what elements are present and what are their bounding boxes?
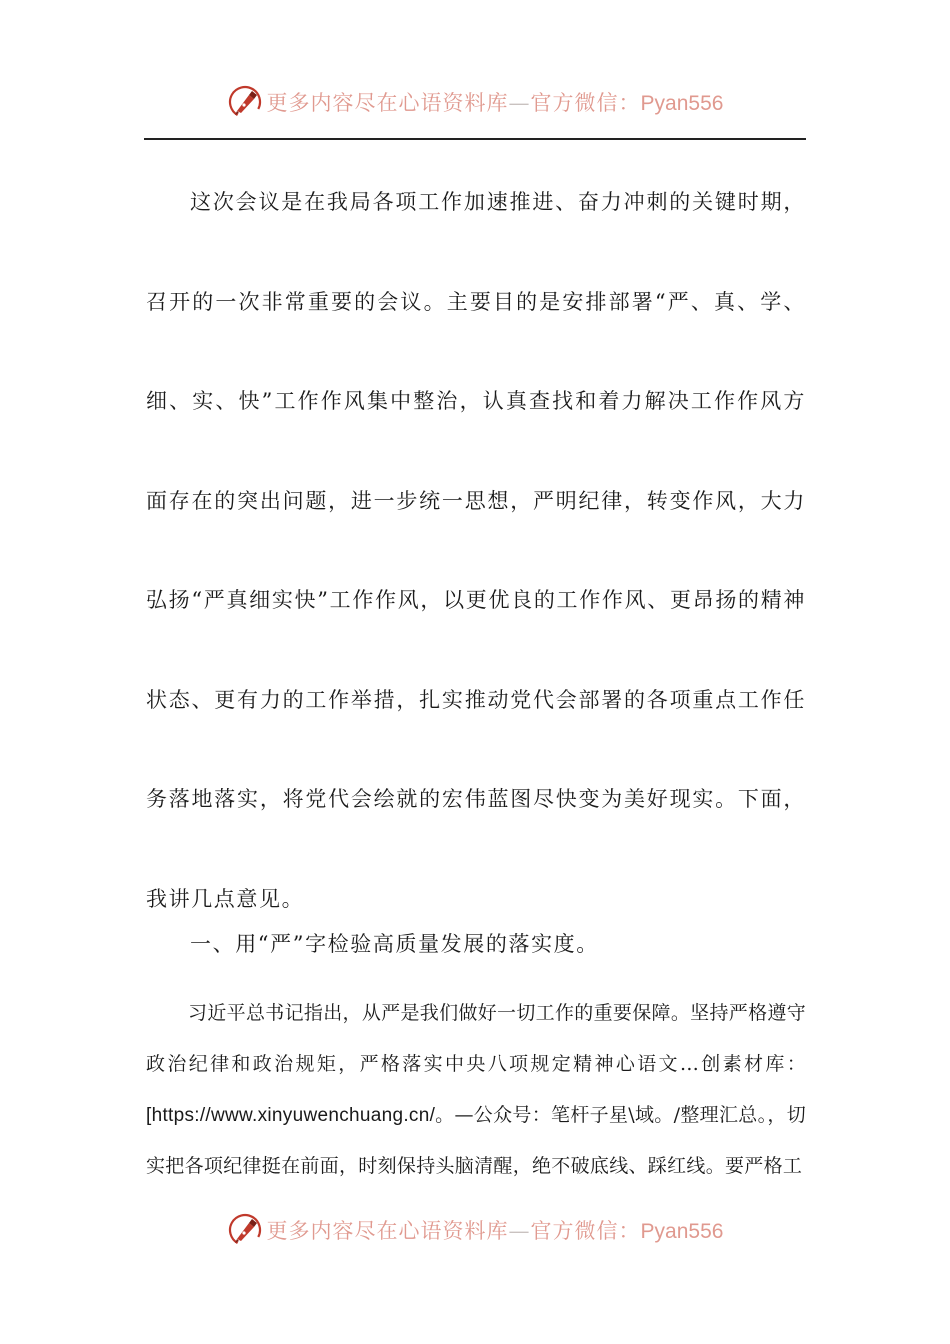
- section-heading-1: 一、用“严”字检验高质量发展的落实度。: [190, 932, 599, 956]
- watermark-text: [267, 1215, 724, 1245]
- paragraph-section-1: [146, 988, 806, 1192]
- paragraph-section-1-url: [https://www.xinyuwenchuang.cn/: [146, 1105, 436, 1126]
- watermark-wechat-label: 官方微信：: [530, 91, 641, 115]
- watermark-wechat-label: 官方微信：: [530, 1219, 641, 1243]
- header-watermark: [0, 80, 950, 124]
- watermark-wechat-id: Pyan556: [640, 92, 724, 115]
- paragraph-section-1-text-b: 。—公众号：笔杆子星\域。/整理汇总。，切实把各项纪律挺在前面，时刻保持头脑清醒，绝不破底线、踩红线。要严格工: [146, 1104, 806, 1177]
- paragraph-intro: 这次会议是在我局各项工作加速推进、奋力冲刺的关键时期，召开的一次非常重要的会议。主要目的是安排部署“严、真、学、细、实、快”工作作风集中整治，认真查找和着力解决工作作风方面存在的突出问题，进一步统一思想，严明纪律，转变作风，大力弘扬“严真细实快”工作作风，以更优良的工作作风、更昂扬的精神状态、更有力的工作举措，扎实推动党代会部署的各项重点工作任务落地落实，将党代会绘就的宏伟蓝图尽快变为美好现实。下面，我讲几点意见。: [146, 190, 806, 911]
- watermark-separator: —: [508, 91, 531, 115]
- watermark-separator: —: [508, 1219, 531, 1243]
- header-divider: [144, 138, 806, 140]
- footer-watermark: [0, 1208, 950, 1252]
- pen-nib-icon: [227, 1212, 263, 1248]
- pen-nib-icon: [227, 84, 263, 120]
- watermark-wechat-id: Pyan556: [640, 1220, 724, 1243]
- watermark-site-name: 更多内容尽在心语资料库: [266, 1219, 509, 1243]
- paragraph-section-1-text-a: 习近平总书记指出，从严是我们做好一切工作的重要保障。坚持严格遵守政治纪律和政治规矩，严格落实中央八项规定精神心语文…创素材库：: [146, 1002, 806, 1075]
- watermark-site-name: 更多内容尽在心语资料库: [266, 91, 509, 115]
- watermark-text: [267, 87, 724, 117]
